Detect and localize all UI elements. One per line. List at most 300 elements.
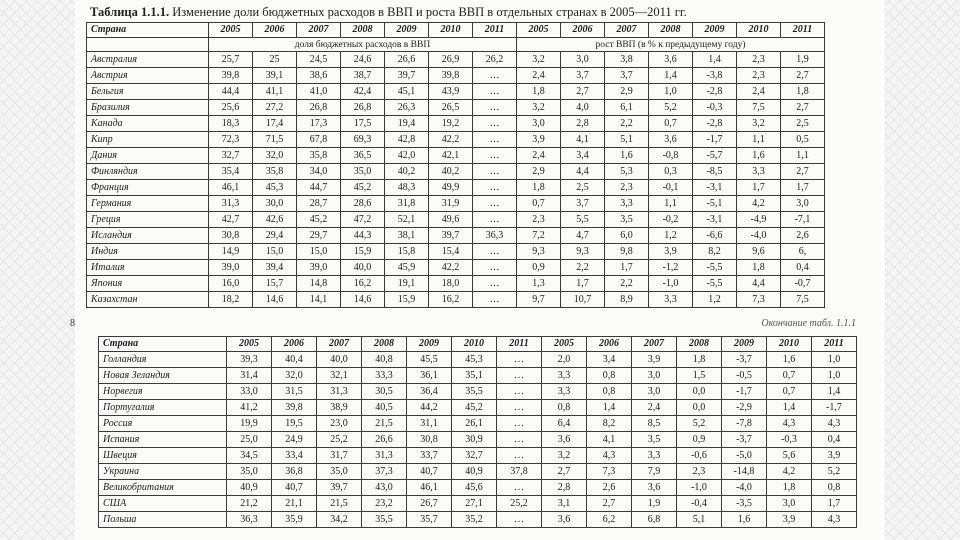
value-cell: 33,3 [362,368,407,384]
table-row [87,100,825,116]
value-cell: … [497,448,542,464]
country-cell: Казахстан [87,292,209,308]
value-cell: 40,8 [362,352,407,368]
header-year: 2011 [812,337,857,352]
value-cell: 0,4 [812,432,857,448]
value-cell: 33,7 [407,448,452,464]
value-cell: 42,7 [209,212,253,228]
value-cell: 29,4 [253,228,297,244]
value-cell: 4,3 [587,448,632,464]
table-row [99,480,857,496]
value-cell: … [497,400,542,416]
value-cell: 34,5 [227,448,272,464]
value-cell: 3,3 [542,384,587,400]
country-cell: Исландия [87,228,209,244]
value-cell: 40,9 [452,464,497,480]
value-cell: -0,1 [649,180,693,196]
value-cell: 14,6 [253,292,297,308]
value-cell: 1,1 [649,196,693,212]
value-cell: 2,0 [542,352,587,368]
header-year: 2008 [649,23,693,38]
value-cell: 1,2 [693,292,737,308]
table-subheader-row [87,38,825,52]
table-header-row [99,337,857,352]
value-cell: 33,0 [227,384,272,400]
value-cell: 31,7 [317,448,362,464]
value-cell: … [473,276,517,292]
header-year: 2007 [297,23,341,38]
value-cell: 1,3 [517,276,561,292]
value-cell: 38,7 [341,68,385,84]
value-cell: 0,7 [767,384,812,400]
value-cell: 5,5 [561,212,605,228]
value-cell: … [497,352,542,368]
value-cell: -8,5 [693,164,737,180]
value-cell: 7,3 [737,292,781,308]
value-cell: 2,9 [517,164,561,180]
table-row [99,368,857,384]
value-cell: 32,0 [253,148,297,164]
value-cell: 4,1 [561,132,605,148]
value-cell: 44,4 [209,84,253,100]
value-cell: 1,7 [812,496,857,512]
value-cell: 1,4 [587,400,632,416]
country-cell: Россия [99,416,227,432]
value-cell: 34,2 [317,512,362,528]
value-cell: 31,3 [317,384,362,400]
value-cell: 42,4 [341,84,385,100]
value-cell: 5,2 [677,416,722,432]
value-cell: 1,7 [781,180,825,196]
value-cell: -0,8 [649,148,693,164]
value-cell: -1,7 [812,400,857,416]
value-cell: 30,8 [209,228,253,244]
value-cell: 35,5 [452,384,497,400]
header-year: 2007 [605,23,649,38]
value-cell: 71,5 [253,132,297,148]
value-cell: 4,7 [561,228,605,244]
subheader-budget-share: доля бюджетных расходов в ВВП [209,38,517,52]
value-cell: 1,9 [781,52,825,68]
value-cell: -1,0 [677,480,722,496]
header-year: 2009 [693,23,737,38]
header-year: 2011 [781,23,825,38]
value-cell: 45,3 [253,180,297,196]
value-cell: 1,7 [561,276,605,292]
value-cell: 30,5 [362,384,407,400]
value-cell: 39,1 [253,68,297,84]
subheader-blank [87,38,209,52]
value-cell: 5,1 [605,132,649,148]
table-row [87,68,825,84]
header-year: 2009 [722,337,767,352]
country-cell: Польша [99,512,227,528]
value-cell: 2,7 [781,68,825,84]
value-cell: 8,5 [632,416,677,432]
value-cell: 5,1 [677,512,722,528]
value-cell: 26,8 [297,100,341,116]
value-cell: 40,0 [317,352,362,368]
value-cell: 2,4 [517,68,561,84]
value-cell: 41,1 [253,84,297,100]
value-cell: 36,3 [473,228,517,244]
value-cell: 33,4 [272,448,317,464]
value-cell: 2,8 [561,116,605,132]
value-cell: 45,6 [452,480,497,496]
value-cell: 42,1 [429,148,473,164]
value-cell: 36,8 [272,464,317,480]
value-cell: 1,6 [605,148,649,164]
header-year: 2005 [542,337,587,352]
value-cell: 7,5 [781,292,825,308]
table-row [87,244,825,260]
value-cell: 41,0 [297,84,341,100]
value-cell: 3,7 [561,68,605,84]
value-cell: 40,4 [272,352,317,368]
value-cell: 1,5 [677,368,722,384]
value-cell: 40,2 [385,164,429,180]
value-cell: -0,5 [722,368,767,384]
value-cell: 35,7 [407,512,452,528]
value-cell: 45,2 [341,180,385,196]
value-cell: 3,9 [812,448,857,464]
value-cell: 1,6 [767,352,812,368]
value-cell: 42,2 [429,132,473,148]
value-cell: -0,3 [693,100,737,116]
country-cell: Украина [99,464,227,480]
value-cell: 39,8 [209,68,253,84]
table-title [90,5,880,20]
value-cell: 3,5 [632,432,677,448]
value-cell: 41,2 [227,400,272,416]
value-cell: 0,0 [677,400,722,416]
value-cell: 2,9 [605,84,649,100]
value-cell: -0,7 [781,276,825,292]
value-cell: 3,9 [632,352,677,368]
value-cell: 3,3 [737,164,781,180]
value-cell: 32,7 [209,148,253,164]
value-cell: 37,8 [497,464,542,480]
value-cell: 25,0 [227,432,272,448]
value-cell: 4,4 [737,276,781,292]
value-cell: 17,4 [253,116,297,132]
value-cell: 4,4 [561,164,605,180]
value-cell: 3,5 [605,212,649,228]
value-cell: … [473,196,517,212]
value-cell: 31,3 [362,448,407,464]
table-row [87,292,825,308]
value-cell: 39,0 [297,260,341,276]
table-row [87,164,825,180]
header-year: 2006 [253,23,297,38]
value-cell: 3,2 [542,448,587,464]
value-cell: 16,0 [209,276,253,292]
country-cell: Норвегия [99,384,227,400]
value-cell: 32,1 [317,368,362,384]
value-cell: 35,8 [297,148,341,164]
value-cell: 35,1 [452,368,497,384]
value-cell: 24,6 [341,52,385,68]
value-cell: 7,3 [587,464,632,480]
value-cell: -6,6 [693,228,737,244]
value-cell: 0,7 [767,368,812,384]
value-cell: 45,9 [385,260,429,276]
value-cell: 25,2 [317,432,362,448]
value-cell: 1,8 [767,480,812,496]
value-cell: 2,3 [737,68,781,84]
value-cell: 19,2 [429,116,473,132]
value-cell: 9,7 [517,292,561,308]
value-cell: 23,0 [317,416,362,432]
value-cell: 18,3 [209,116,253,132]
value-cell: … [473,116,517,132]
value-cell: 2,2 [605,276,649,292]
value-cell: 39,7 [385,68,429,84]
value-cell: 15,7 [253,276,297,292]
value-cell: 2,3 [737,52,781,68]
value-cell: 15,0 [253,244,297,260]
value-cell: … [497,384,542,400]
value-cell: -1,7 [693,132,737,148]
value-cell: -14,8 [722,464,767,480]
value-cell: 26,6 [385,52,429,68]
value-cell: 2,4 [632,400,677,416]
value-cell: 3,4 [561,148,605,164]
value-cell: 25,2 [497,496,542,512]
value-cell: 18,0 [429,276,473,292]
value-cell: 3,6 [542,512,587,528]
value-cell: -0,2 [649,212,693,228]
value-cell: 4,0 [561,100,605,116]
value-cell: 1,6 [737,148,781,164]
value-cell: 19,4 [385,116,429,132]
value-cell: 4,2 [767,464,812,480]
value-cell: 7,2 [517,228,561,244]
value-cell: … [473,292,517,308]
value-cell: 15,4 [429,244,473,260]
value-cell: 0,9 [517,260,561,276]
value-cell: 28,7 [297,196,341,212]
header-year: 2010 [452,337,497,352]
value-cell: 40,0 [341,260,385,276]
header-year: 2007 [632,337,677,352]
value-cell: 7,5 [737,100,781,116]
value-cell: 14,9 [209,244,253,260]
table-row [99,416,857,432]
country-cell: Португалия [99,400,227,416]
value-cell: 36,4 [407,384,452,400]
value-cell: … [473,84,517,100]
value-cell: 3,0 [767,496,812,512]
country-cell: Австралия [87,52,209,68]
value-cell: 1,7 [605,260,649,276]
value-cell: 38,9 [317,400,362,416]
value-cell: 4,3 [812,512,857,528]
table-row [99,352,857,368]
value-cell: 5,2 [812,464,857,480]
value-cell: 45,3 [452,352,497,368]
header-country: Страна [99,337,227,352]
header-year: 2005 [209,23,253,38]
value-cell: 25,7 [209,52,253,68]
value-cell: 21,5 [362,416,407,432]
country-cell: Италия [87,260,209,276]
value-cell: 39,7 [429,228,473,244]
value-cell: 0,3 [649,164,693,180]
value-cell: 2,4 [737,84,781,100]
value-cell: 19,1 [385,276,429,292]
value-cell: -5,7 [693,148,737,164]
value-cell: 48,3 [385,180,429,196]
value-cell: 15,9 [385,292,429,308]
value-cell: 14,1 [297,292,341,308]
value-cell: 3,0 [561,52,605,68]
value-cell: 2,6 [781,228,825,244]
table-row [99,512,857,528]
value-cell: 26,2 [473,52,517,68]
table-row [99,448,857,464]
value-cell: 38,6 [297,68,341,84]
value-cell: 9,6 [737,244,781,260]
value-cell: 2,6 [587,480,632,496]
value-cell: 9,8 [605,244,649,260]
value-cell: -5,5 [693,276,737,292]
value-cell: 1,8 [781,84,825,100]
value-cell: 7,9 [632,464,677,480]
value-cell: 45,1 [385,84,429,100]
value-cell: … [473,212,517,228]
value-cell: 47,2 [341,212,385,228]
value-cell: 1,2 [649,228,693,244]
value-cell: 3,6 [649,52,693,68]
country-cell: Голландия [99,352,227,368]
value-cell: 26,9 [429,52,473,68]
value-cell: 26,3 [385,100,429,116]
value-cell: 3,3 [632,448,677,464]
header-year: 2010 [429,23,473,38]
value-cell: 32,7 [452,448,497,464]
value-cell: 2,7 [587,496,632,512]
table-row [87,196,825,212]
left-margin-hatch [0,0,75,540]
value-cell: -1,2 [649,260,693,276]
value-cell: 15,0 [297,244,341,260]
country-cell: Греция [87,212,209,228]
value-cell: 1,8 [737,260,781,276]
value-cell: -3,1 [693,180,737,196]
value-cell: 1,0 [649,84,693,100]
value-cell: … [473,260,517,276]
value-cell: 42,0 [385,148,429,164]
value-cell: 44,2 [407,400,452,416]
value-cell: 26,6 [362,432,407,448]
value-cell: 17,3 [297,116,341,132]
value-cell: 31,4 [227,368,272,384]
value-cell: 3,9 [767,512,812,528]
value-cell: 0,9 [677,432,722,448]
value-cell: 9,3 [561,244,605,260]
value-cell: … [473,132,517,148]
value-cell: 2,8 [542,480,587,496]
country-cell: Австрия [87,68,209,84]
table-row [87,84,825,100]
value-cell: 1,4 [693,52,737,68]
value-cell: 24,9 [272,432,317,448]
value-cell: 9,3 [517,244,561,260]
value-cell: -7,8 [722,416,767,432]
value-cell: 1,9 [632,496,677,512]
value-cell: 1,8 [677,352,722,368]
value-cell: 32,0 [272,368,317,384]
value-cell: 3,0 [632,368,677,384]
value-cell: 39,0 [209,260,253,276]
value-cell: 3,4 [587,352,632,368]
value-cell: 49,6 [429,212,473,228]
value-cell: 30,0 [253,196,297,212]
header-year: 2010 [767,337,812,352]
country-cell: Финляндия [87,164,209,180]
value-cell: 18,2 [209,292,253,308]
value-cell: 2,3 [605,180,649,196]
value-cell: 31,8 [385,196,429,212]
country-cell: Испания [99,432,227,448]
value-cell: -3,5 [722,496,767,512]
table-row [87,260,825,276]
value-cell: 5,2 [649,100,693,116]
value-cell: 4,3 [767,416,812,432]
value-cell: 40,5 [362,400,407,416]
table-row [99,464,857,480]
value-cell: 26,8 [341,100,385,116]
value-cell: 0,8 [587,384,632,400]
value-cell: 19,9 [227,416,272,432]
country-cell: Кипр [87,132,209,148]
value-cell: -0,3 [767,432,812,448]
country-cell: Дания [87,148,209,164]
value-cell: 3,9 [517,132,561,148]
country-cell: Индия [87,244,209,260]
value-cell: 2,3 [677,464,722,480]
value-cell: 26,7 [407,496,452,512]
value-cell: 6,0 [605,228,649,244]
value-cell: 42,8 [385,132,429,148]
value-cell: 21,5 [317,496,362,512]
country-cell: Бельгия [87,84,209,100]
value-cell: 36,5 [341,148,385,164]
value-cell: 3,0 [781,196,825,212]
value-cell: … [473,68,517,84]
value-cell: 4,2 [737,196,781,212]
table-title-text: Изменение доли бюджетных расходов в ВВП и роста ВВП в отдельных странах в 2005—2011 гг. [172,5,687,19]
value-cell: … [497,480,542,496]
value-cell: 72,3 [209,132,253,148]
table-row [87,180,825,196]
continuation-note: Окончание табл. 1.1.1 [761,318,856,329]
value-cell: 0,8 [812,480,857,496]
value-cell: 44,3 [341,228,385,244]
table-row [87,116,825,132]
value-cell: 3,8 [605,52,649,68]
value-cell: … [473,180,517,196]
value-cell: 8,2 [693,244,737,260]
value-cell: -0,4 [677,496,722,512]
value-cell: 25,6 [209,100,253,116]
value-cell: 45,2 [452,400,497,416]
value-cell: 14,6 [341,292,385,308]
value-cell: 3,3 [605,196,649,212]
value-cell: 3,6 [649,132,693,148]
table-row [99,432,857,448]
